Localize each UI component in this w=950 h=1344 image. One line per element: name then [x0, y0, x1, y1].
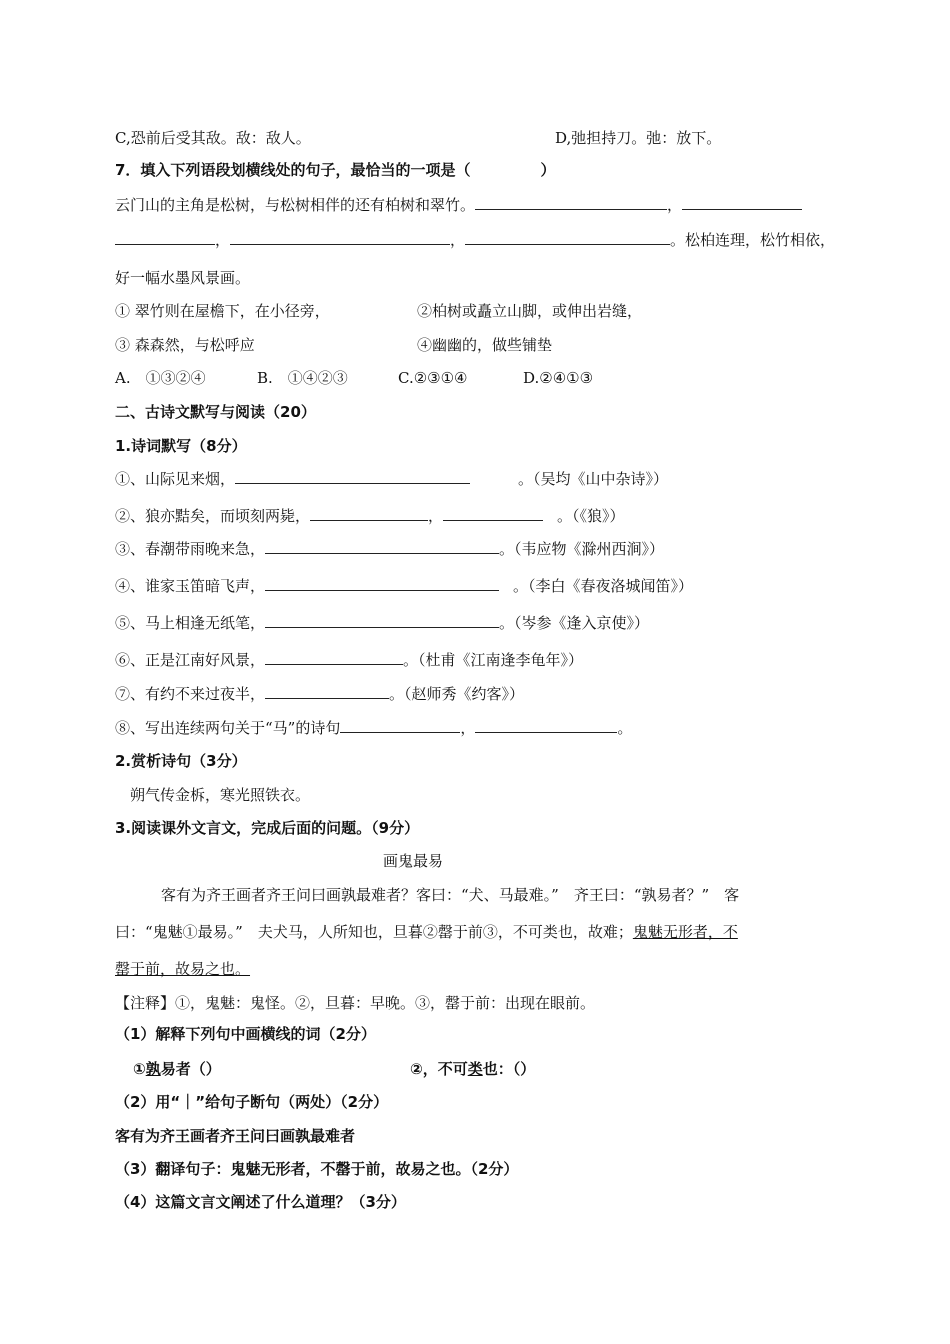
- blank: [682, 195, 802, 210]
- comma: ，: [450, 231, 466, 249]
- question-2: （2）用“｜”给句子断句（两处）（2分）: [115, 1093, 389, 1111]
- poem-line-1-source: 。（吴均《山中杂诗》）: [518, 470, 669, 488]
- q1a-suffix: 易者（）: [160, 1060, 221, 1078]
- q7-choice-a: A. ①③②④: [115, 369, 206, 387]
- passage-title: 画鬼最易: [383, 852, 444, 870]
- poem-line-7-source: 。（赵师秀《约客》）: [389, 685, 525, 703]
- q7-p2-end: 松柏连理，松竹相依，: [685, 231, 836, 249]
- poem-line-4-text: ④、谁家玉笛暗飞声，: [115, 577, 266, 595]
- blank: [115, 230, 215, 245]
- question-1-item-a: [133, 1059, 221, 1079]
- comma: ，: [460, 719, 476, 737]
- underlined-sentence: 鬼魅无形者，不: [632, 923, 738, 941]
- q7-option-2: ②柏树或矗立山脚，或伸出岩缝，: [417, 302, 643, 320]
- section-2-title: 二、古诗文默写与阅读（20）: [115, 403, 316, 421]
- sub-3-title: 3.阅读课外文言文，完成后面的问题。（9分）: [115, 819, 420, 837]
- poem-line-7: [115, 684, 524, 704]
- q1a-target-word: 孰: [145, 1060, 161, 1078]
- poem-line-5: [115, 613, 649, 633]
- comma: ，: [428, 507, 444, 525]
- q6-option-c: C,恐前后受其敌。敌：敌人。: [115, 129, 311, 147]
- q7-p1: 云门山的主角是松树，与松树相伴的还有柏树和翠竹。: [115, 196, 476, 214]
- q7-choice-b: B. ①④②③: [257, 369, 348, 387]
- poem-line-3-text: ③、春潮带雨晚来急，: [115, 540, 266, 558]
- poem-line-1-text: ①、山际见来烟，: [115, 470, 236, 488]
- blank: [230, 230, 450, 245]
- poem-line-3-source: 。（韦应物《滁州西涧》）: [499, 540, 665, 558]
- question-1-item-b: [410, 1059, 535, 1079]
- q1b-prefix: ②，不可: [410, 1060, 468, 1078]
- passage-line-1: 客有为齐王画者齐王问曰画孰最难者？客曰：“犬、马最难。” 齐王曰：“孰易者？” 客: [161, 886, 740, 904]
- blank: [475, 718, 617, 733]
- comma: ，: [667, 196, 683, 214]
- poem-line-4-source: 。（李白《春夜洛城闻笛》）: [513, 577, 694, 595]
- blank: [265, 613, 499, 628]
- blank: [235, 469, 470, 484]
- blank: [465, 230, 670, 245]
- sub-2-title: 2.赏析诗句（3分）: [115, 752, 247, 770]
- poem-line-8-text: ⑧、写出连续两句关于“马”的诗句: [115, 719, 341, 737]
- question-3: （3）翻译句子：鬼魅无形者，不罄于前，故易之也。（2分）: [115, 1160, 519, 1178]
- poem-line-3: [115, 539, 664, 559]
- q7-paragraph-line2: [115, 230, 835, 250]
- question-2-sentence: 客有为齐王画者齐王问曰画孰最难者: [115, 1127, 356, 1145]
- poem-line-2-text: ②、狼亦黠矣，而顷刻两毙，: [115, 507, 311, 525]
- poem-line-1: [115, 469, 668, 489]
- poem-line-6-text: ⑥、正是江南好风景，: [115, 651, 266, 669]
- poem-line-8: [115, 718, 632, 738]
- appreciation-line: 朔气传金柝，寒光照铁衣。: [130, 786, 311, 804]
- q7-title: [115, 160, 555, 180]
- blank: [310, 506, 428, 521]
- passage-line-3: 罄于前，故易之也。: [115, 960, 251, 978]
- blank: [265, 576, 499, 591]
- q1b-suffix: 也：（）: [482, 1060, 536, 1078]
- blank: [443, 506, 543, 521]
- q7-paragraph-line1: [115, 195, 802, 215]
- q7-title-close: ）: [540, 161, 556, 179]
- question-1: （1）解释下列句中画横线的词（2分）: [115, 1025, 376, 1043]
- annotation: 【注释】①，鬼魅：鬼怪。②，旦暮：早晚。③，罄于前：出现在眼前。: [115, 994, 596, 1012]
- poem-line-7-text: ⑦、有约不来过夜半，: [115, 685, 266, 703]
- blank: [475, 195, 667, 210]
- q7-choice-c: C.②③①④: [398, 369, 468, 387]
- blank: [340, 718, 460, 733]
- q1a-prefix: ①: [133, 1060, 146, 1078]
- q7-option-3: ③ 森森然，与松呼应: [115, 336, 255, 354]
- passage-line-2-text: 曰：“鬼魅①最易。” 夫犬马，人所知也，旦暮②罄于前③，不可类也，故难；: [115, 923, 633, 941]
- q7-title-text: 7．填入下列语段划横线处的句子，最恰当的一项是（: [115, 161, 471, 179]
- poem-line-2-source: 。（《狼》）: [557, 507, 625, 525]
- blank: [265, 684, 389, 699]
- q7-paragraph-line3: 好一幅水墨风景画。: [115, 269, 251, 287]
- poem-line-2: [115, 506, 625, 526]
- period: 。: [670, 231, 686, 249]
- poem-line-5-text: ⑤、马上相逢无纸笔，: [115, 614, 266, 632]
- q1b-target-word: 类: [467, 1060, 483, 1078]
- question-4: （4）这篇文言文阐述了什么道理？（3分）: [115, 1193, 406, 1211]
- blank: [265, 650, 403, 665]
- poem-line-5-source: 。（岑参《逢入京使》）: [499, 614, 650, 632]
- sub-1-title: 1.诗词默写（8分）: [115, 437, 247, 455]
- poem-line-6-source: 。（杜甫《江南逢李龟年》）: [403, 651, 584, 669]
- period: 。: [617, 719, 633, 737]
- passage-line-2: [115, 922, 738, 942]
- poem-line-4: [115, 576, 693, 596]
- q7-option-4: ④幽幽的，做些铺垫: [417, 336, 553, 354]
- q7-option-1: ① 翠竹则在屋檐下，在小径旁，: [115, 302, 330, 320]
- blank: [265, 539, 499, 554]
- comma: ，: [215, 231, 231, 249]
- poem-line-6: [115, 650, 583, 670]
- q6-option-d: D,弛担持刀。弛：放下。: [555, 129, 722, 147]
- q7-choice-d: D.②④①③: [523, 369, 594, 387]
